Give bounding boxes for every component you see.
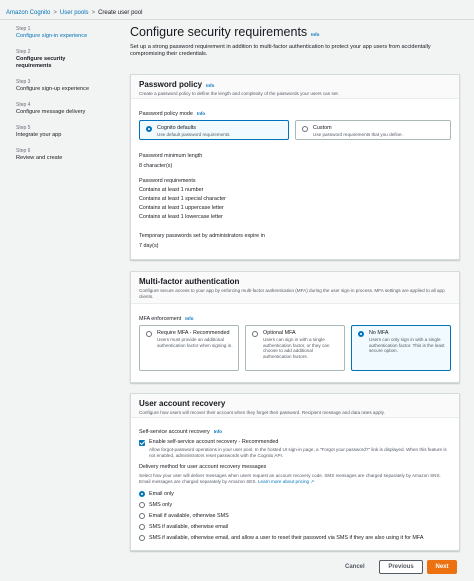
radio-label: SMS if available, otherwise email, and allow a user to reset their password via SMS if they are also using it for MFA bbox=[149, 534, 424, 541]
panel-title bbox=[139, 80, 451, 89]
wizard-step-1[interactable] bbox=[16, 26, 126, 40]
checkbox-checked-icon[interactable] bbox=[139, 440, 145, 446]
account-recovery-panel bbox=[130, 393, 460, 551]
step-title: Configure message delivery bbox=[16, 109, 86, 115]
wizard-steps bbox=[16, 26, 126, 171]
option-title: No MFA bbox=[369, 330, 389, 336]
cognito-defaults-option[interactable] bbox=[139, 120, 289, 140]
option-desc: Users can sign in with a single authentication factor, or they can choose to add additional authentication factors. bbox=[263, 337, 330, 359]
mfa-panel bbox=[130, 271, 460, 383]
radio-label: Email if available, otherwise SMS bbox=[149, 512, 229, 519]
cancel-button[interactable]: Cancel bbox=[345, 564, 365, 570]
temp-password-label: Temporary passwords set by administrators expire in bbox=[139, 233, 265, 239]
requirements-list bbox=[139, 187, 226, 221]
radio-unselected-icon bbox=[302, 126, 308, 132]
label-text: Self-service account recovery bbox=[139, 429, 210, 435]
radio-label: SMS if available, otherwise email bbox=[149, 523, 229, 530]
radio-sms-only[interactable] bbox=[139, 500, 423, 509]
option-title: Custom bbox=[313, 125, 332, 131]
option-desc: Users must provide an additional authentication factor when signing in. bbox=[157, 337, 233, 348]
step-number: Step 3 bbox=[16, 79, 31, 85]
wizard-step-6 bbox=[16, 148, 126, 162]
label-text: Password policy mode bbox=[139, 111, 193, 117]
label-text: MFA enforcement bbox=[139, 316, 182, 322]
require-mfa-option[interactable] bbox=[139, 325, 239, 371]
password-policy-panel bbox=[130, 74, 460, 260]
step-number: Step 4 bbox=[16, 102, 31, 108]
info-link[interactable]: Info bbox=[196, 111, 206, 116]
min-length-value: 8 character(s) bbox=[139, 163, 173, 169]
step-number: Step 2 bbox=[16, 49, 31, 55]
requirement-item: Contains at least 1 uppercase letter bbox=[139, 205, 224, 211]
panel-description: Create a password policy to define the length and complexity of the passwords your users can set. bbox=[139, 91, 339, 96]
requirement-item: Contains at least 1 special character bbox=[139, 196, 226, 202]
temp-password-value: 7 day(s) bbox=[139, 243, 159, 249]
delivery-method-description bbox=[139, 473, 453, 484]
radio-label: SMS only bbox=[149, 501, 173, 508]
radio-unselected-icon bbox=[146, 331, 152, 337]
delivery-method-label: Delivery method for user account recovery messages bbox=[139, 464, 267, 470]
min-length-label: Password minimum length bbox=[139, 153, 203, 159]
page-header bbox=[130, 25, 460, 58]
panel-title: User account recovery bbox=[139, 399, 226, 408]
option-desc: Use password requirements that you define. bbox=[313, 132, 403, 137]
breadcrumb-separator: > bbox=[53, 10, 57, 16]
info-link[interactable]: Info bbox=[206, 83, 215, 88]
info-link[interactable]: Info bbox=[185, 316, 194, 321]
delivery-method-radio-group bbox=[139, 489, 423, 542]
page-info-link[interactable]: Info bbox=[311, 32, 320, 37]
checkbox-description: Allow forgot-password operations in your user pool. In the hosted UI sign-in page, a "Forgot your password?" link is displayed. When this feature is not enabled, administrators reset passwords with the Cognito API. bbox=[149, 447, 447, 458]
pricing-link[interactable]: Learn more about pricing bbox=[258, 478, 310, 484]
requirement-item: Contains at least 1 lowercase letter bbox=[139, 214, 223, 220]
breadcrumb-separator: > bbox=[91, 10, 96, 16]
info-link[interactable]: Info bbox=[213, 429, 222, 434]
radio-unselected-icon[interactable] bbox=[139, 502, 145, 508]
breadcrumb bbox=[6, 6, 468, 20]
panel-header bbox=[131, 272, 459, 304]
wizard-step-5 bbox=[16, 125, 126, 139]
radio-unselected-icon[interactable] bbox=[139, 524, 145, 530]
option-title: Require MFA - Recommended bbox=[157, 330, 230, 336]
step-title: Integrate your app bbox=[16, 132, 62, 138]
panel-header bbox=[131, 75, 459, 99]
external-link-icon[interactable]: ↗ bbox=[310, 478, 315, 484]
radio-email-otherwise-sms[interactable] bbox=[139, 511, 423, 520]
wizard-step-3 bbox=[16, 79, 126, 93]
step-title: Configure security requirements bbox=[16, 56, 66, 69]
panel-description: Configure how users will recover their account when they forget their password. Recipient message and data rates apply. bbox=[139, 410, 385, 415]
breadcrumb-current: Create user pool bbox=[98, 10, 143, 16]
next-button[interactable]: Next bbox=[427, 560, 457, 574]
checkbox-label: Enable self-service account recovery - Recommended bbox=[149, 439, 279, 445]
radio-selected-icon bbox=[358, 331, 364, 337]
option-title: Cognito defaults bbox=[157, 125, 196, 131]
radio-email-only[interactable] bbox=[139, 489, 423, 498]
step-number: Step 5 bbox=[16, 125, 31, 131]
radio-selected-icon[interactable] bbox=[139, 491, 145, 497]
breadcrumb-user-pools[interactable]: User pools bbox=[59, 10, 89, 16]
radio-unselected-icon[interactable] bbox=[139, 513, 145, 519]
custom-option[interactable] bbox=[295, 120, 451, 140]
wizard-step-4 bbox=[16, 102, 126, 116]
previous-button[interactable]: Previous bbox=[379, 560, 423, 574]
panel-title: Multi-factor authentication bbox=[139, 277, 240, 286]
field-label bbox=[139, 428, 222, 436]
step-title[interactable]: Configure sign-in experience bbox=[16, 33, 88, 39]
no-mfa-option[interactable] bbox=[351, 325, 451, 371]
step-title: Review and create bbox=[16, 155, 63, 161]
page-description: Set up a strong password requirement in addition to multi-factor authentication to protect your app users from accidentally compromising their credentials. bbox=[130, 44, 431, 57]
radio-label: Email only bbox=[149, 490, 174, 497]
page-title bbox=[130, 25, 460, 42]
optional-mfa-option[interactable] bbox=[245, 325, 345, 371]
radio-sms-otherwise-email-mfa[interactable] bbox=[139, 533, 423, 542]
self-service-checkbox[interactable] bbox=[139, 439, 278, 446]
step-number: Step 1 bbox=[16, 26, 31, 32]
field-label bbox=[139, 110, 205, 118]
option-desc: Users can only sign in with a single authentication factor. This is the least secure option. bbox=[369, 337, 445, 353]
radio-unselected-icon bbox=[252, 331, 258, 337]
description-text: Select how your user will deliver messages when users request an account recovery code. SMS messages are charged separately by Amazon SNS. Email messages are charged separately by Amazon SES. bbox=[139, 473, 441, 484]
page-title-text: Configure security requirements bbox=[130, 25, 308, 39]
option-title: Optional MFA bbox=[263, 330, 296, 336]
field-label bbox=[139, 315, 194, 323]
panel-header bbox=[131, 394, 459, 418]
step-title: Configure sign-up experience bbox=[16, 86, 90, 92]
step-number: Step 6 bbox=[16, 148, 31, 154]
requirement-item: Contains at least 1 number bbox=[139, 187, 204, 193]
breadcrumb-amazon-cognito[interactable]: Amazon Cognito bbox=[6, 10, 51, 16]
radio-selected-icon bbox=[146, 126, 152, 132]
requirements-label: Password requirements bbox=[139, 178, 196, 184]
radio-unselected-icon[interactable] bbox=[139, 535, 145, 541]
panel-description: Configure secure access to your app by enforcing multi-factor authentication (MFA) during the user sign-in process. MFA settings are applied to all app clients. bbox=[139, 288, 445, 299]
wizard-step-2 bbox=[16, 49, 126, 70]
radio-sms-otherwise-email[interactable] bbox=[139, 522, 423, 531]
panel-title-text: Password policy bbox=[139, 80, 203, 89]
option-desc: Use default password requirements. bbox=[157, 132, 231, 137]
header-divider bbox=[0, 19, 474, 20]
